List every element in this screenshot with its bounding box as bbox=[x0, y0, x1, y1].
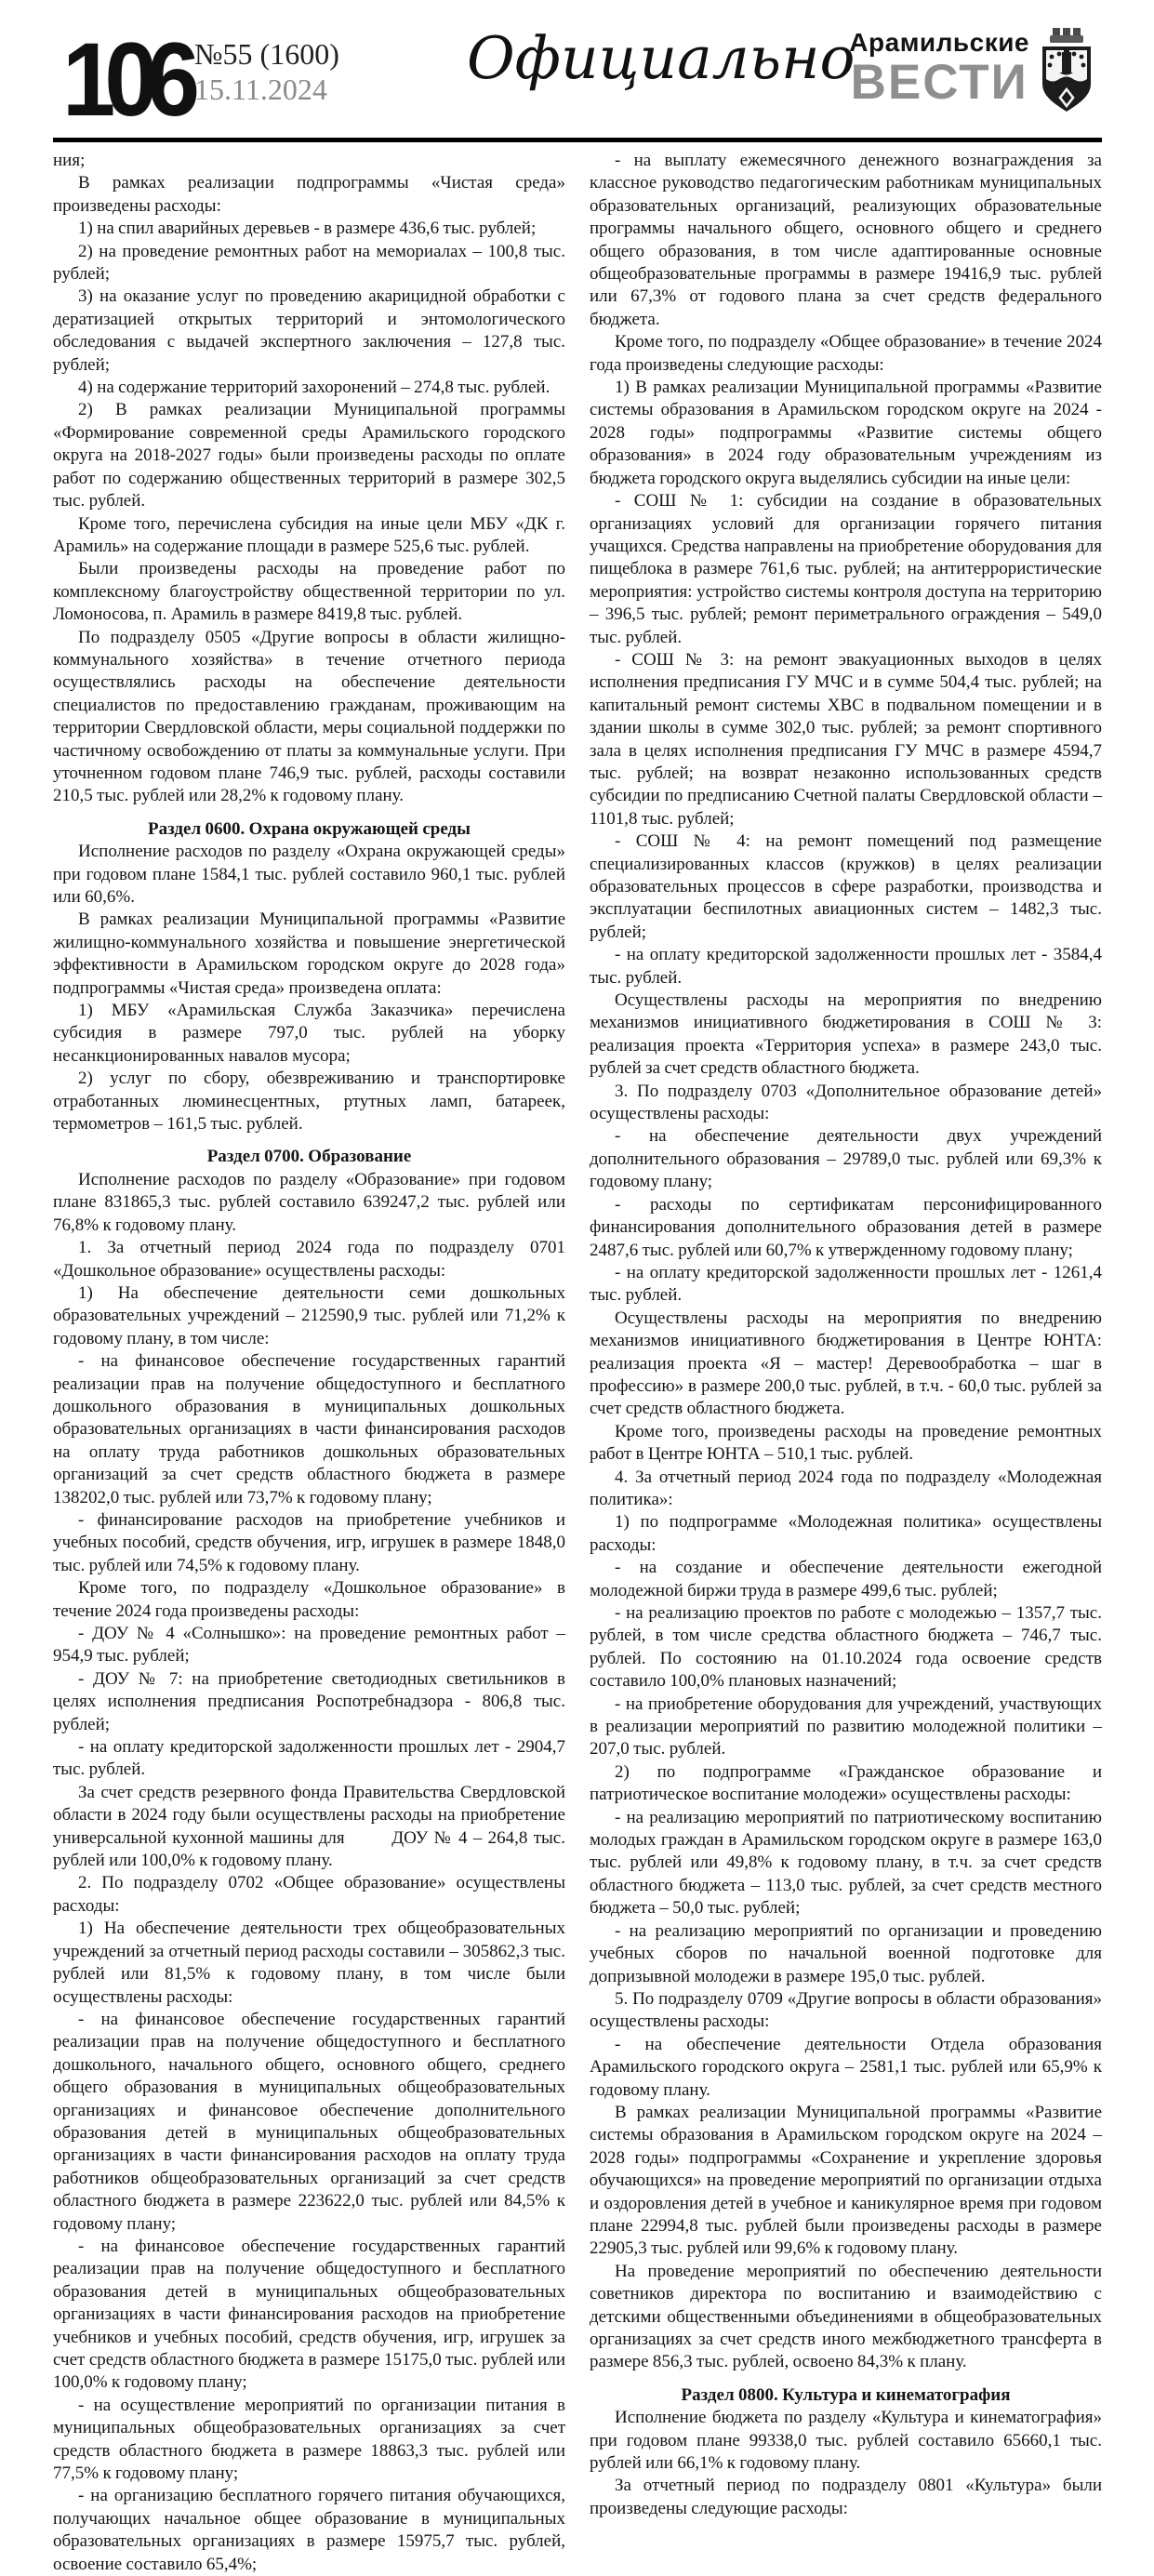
body-paragraph: 1) В рамках реализации Муниципальной программы «Развитие системы образования в Арамильском городском округе на 2024 - 2028 годы» подпрограммы «Развитие системы общего образования» в 2024 году образовательным учреждениям из бюджета городского округа выделялись субсидии на иные цели: bbox=[590, 378, 1102, 488]
body-paragraph: - финансирование расходов на приобретение учебников и учебных пособий, средств обучения, игр, игрушек в размере 1848,0 тыс. рублей или 74,5% к годовому плану. bbox=[53, 1509, 565, 1575]
body-paragraph: - на оплату кредиторской задолженности прошлых лет - 3584,4 тыс. рублей. bbox=[590, 945, 1102, 988]
body-paragraph: 1) На обеспечение деятельности трех общеобразовательных учреждений за отчетный период расходы составили – 305862,3 тыс. рублей или 81,5% к годовому плану, в том числе были осуществлены расходы: bbox=[53, 1919, 565, 2007]
city-emblem-icon bbox=[1039, 26, 1094, 120]
left-column bbox=[53, 150, 565, 2576]
body-paragraph: Кроме того, перечислена субсидия на иные цели МБУ «ДК г. Арамиль» на содержание площади в размере 525,6 тыс. рублей. bbox=[53, 513, 565, 556]
body-paragraph: За счет средств резервного фонда Правительства Свердловской области в 2024 году были осуществлены расходы на приобретение универсальной кухонной машины для ДОУ № 4 – 264,8 тыс. рублей или 100,0% к годовому плану. bbox=[53, 1782, 565, 1871]
newspaper-name-top: Арамильские bbox=[849, 28, 1029, 57]
body-paragraph: 3. По подразделу 0703 «Дополнительное образование детей» осуществлены расходы: bbox=[590, 1081, 1102, 1124]
body-paragraph: Кроме того, произведены расходы на проведение ремонтных работ в Центре ЮНТА – 510,1 тыс. рублей. bbox=[590, 1421, 1102, 1465]
body-paragraph: - на обеспечение деятельности Отдела образования Арамильского городского округа – 2581,1 тыс. рублей или 65,9% к годовому плану. bbox=[590, 2034, 1102, 2100]
body-paragraph: В рамках реализации подпрограммы «Чистая среда» произведены расходы: bbox=[53, 173, 565, 216]
body-paragraph: 3) на оказание услуг по проведению акарицидной обработки с дератизацией открытых территорий и энтомологического обследования с выдачей экспертного заключения – 127,8 тыс. рублей; bbox=[53, 286, 565, 375]
body-paragraph: - на приобретение оборудования для учреждений, участвующих в реализации мероприятий по развитию молодежной политики – 207,0 тыс. рублей. bbox=[590, 1693, 1102, 1759]
body-paragraph: В рамках реализации Муниципальной программы «Развитие системы образования в Арамильском городском округе на 2024 – 2028 годы» подпрограммы «Сохранение и укрепление здоровья обучающихся» на проведение мероприятий по организации отдыха и оздоровления детей в учебное и каникулярное время при годовом плане 22994,8 тыс. рублей были произведены расходы в размере 22905,3 тыс. рублей или 99,6% к годовому плану. bbox=[590, 2102, 1102, 2259]
body-paragraph: В рамках реализации Муниципальной программы «Развитие жилищно-коммунального хозяйства и повышение энергетической эффективности в Арамильском городском округе до 2028 года» подпрограммы «Чистая среда» произведена оплата: bbox=[53, 910, 565, 998]
body-paragraph: 1) на спил аварийных деревьев - в размере 436,6 тыс. рублей; bbox=[78, 219, 537, 239]
body-paragraph: 2) по подпрограмме «Гражданское образование и патриотическое воспитание молодежи» осуществлены расходы: bbox=[590, 1761, 1102, 1805]
body-paragraph: - на оплату кредиторской задолженности прошлых лет - 1261,4 тыс. рублей. bbox=[590, 1262, 1102, 1306]
body-paragraph: - на организацию бесплатного горячего питания обучающихся, получающих начальное общее образование в муниципальных образовательных организациях в размере 15975,7 тыс. рублей, освоение составило 65,4%; bbox=[53, 2486, 565, 2574]
body-paragraph: 1) по подпрограмме «Молодежная политика» осуществлены расходы: bbox=[590, 1512, 1102, 1555]
body-paragraph: ния; bbox=[53, 151, 86, 170]
body-paragraph: Исполнение расходов по разделу «Охрана окружающей среды» при годовом плане 1584,1 тыс. рублей составило 960,1 тыс. рублей или 60,6%. bbox=[53, 842, 565, 907]
page-header bbox=[53, 0, 1102, 138]
body-paragraph: - ДОУ № 4 «Солнышко»: на проведение ремонтных работ – 954,9 тыс. рублей; bbox=[53, 1624, 565, 1666]
body-paragraph: - на реализацию мероприятий по организации и проведению учебных сборов по начальной военной подготовке для допризывной молодежи в размере 195,0 тыс. рублей. bbox=[590, 1920, 1102, 1986]
body-paragraph: - на реализацию мероприятий по патриотическому воспитанию молодых граждан в Арамильском городском округе в размере 163,0 тыс. рублей или 49,8% к годовому плану, в т.ч. за счет средств областного бюджета – 113,0 тыс. рублей, за счет средств местного бюджета – 50,0 тыс. рублей; bbox=[590, 1807, 1102, 1919]
newspaper-name-bottom: ВЕСТИ bbox=[850, 55, 1028, 110]
body-paragraph: - на финансовое обеспечение государственных гарантий реализации прав на получение общедоступного и бесплатного дошкольного образования в муниципальных дошкольных образовательных организациях в части финансирования расходов на оплату труда работников дошкольных образовательных организаций за счет средств областного бюджета в размере 138202,0 тыс. рублей или 73,7% к годовому плану; bbox=[53, 1351, 565, 1507]
body-paragraph: - на оплату кредиторской задолженности прошлых лет - 2904,7 тыс. рублей. bbox=[53, 1737, 565, 1780]
body-paragraph: - СОШ № 1: субсидии на создание в образовательных организациях условий для организации горячего питания учащихся. Средства направлены на приобретение оборудования для пищеблока в размере 761,6 тыс. рублей; на антитеррористические мероприятия: устройство системы контроля доступа на территорию – 396,5 тыс. рублей; ремонт периметрального ограждения – 549,0 тыс. рублей. bbox=[590, 491, 1102, 647]
issue-block bbox=[194, 37, 339, 108]
body-paragraph: Кроме того, по подразделу «Дошкольное образование» в течение 2024 года произведены расходы: bbox=[53, 1578, 565, 1621]
page-number: 106 bbox=[62, 21, 190, 138]
body-paragraph: Осуществлены расходы на мероприятия по внедрению механизмов инициативного бюджетирования в Центре ЮНТА: реализация проекта «Я – мастер! Деревообработка – шаг в профессию» в размере 200,0 тыс. рублей, в т.ч. - 60,0 тыс. рублей за счет средств областного бюджета. bbox=[590, 1308, 1102, 1419]
body-paragraph: - на выплату ежемесячного денежного вознаграждения за классное руководство педагогическим работникам муниципальных образовательных организаций, реализующих образовательные программы начального общего, основного общего и среднего общего образования, в том числе адаптированные основные общеобразовательные программы в размере 19416,9 тыс. рублей или 67,3% от годового плана за счет средств федерального бюджета. bbox=[590, 151, 1102, 329]
body-paragraph: По подразделу 0505 «Другие вопросы в области жилищно-коммунального хозяйства» в течение отчетного периода осуществлялись расходы на обеспечение деятельности специалистов по предоставлению гражданам, проживающим на территории Свердловской области, меры социальной поддержки по частичному освобождению от платы за коммунальные услуги. При уточненном годовом плане 746,9 тыс. рублей, расходы составили 210,5 тыс. рублей или 28,2% к годовому плану. bbox=[53, 627, 565, 806]
body-paragraph: На проведение мероприятий по обеспечению деятельности советников директора по воспитанию и взаимодействию с детскими общественными объединениями в общеобразовательных организациях за счет средств иного межбюджетного трансферта в размере 856,3 тыс. рублей, освоено 84,3% к плану. bbox=[590, 2261, 1102, 2372]
header-rule bbox=[53, 138, 1102, 142]
body-paragraph: - на создание и обеспечение деятельности ежегодной молодежной биржи труда в размере 499,6 тыс. рублей; bbox=[590, 1558, 1102, 1600]
body-paragraph: 2) В рамках реализации Муниципальной программы «Формирование современной среды Арамильского городского округа на 2018-2027 годы» были произведены расходы по оплате работ по содержанию общественных территорий в размере 302,5 тыс. рублей. bbox=[53, 400, 565, 511]
body-paragraph: Были произведены расходы на проведение работ по комплексному благоустройству общественной территории по ул. Ломоносова, п. Арамиль в размере 8419,8 тыс. рублей. bbox=[53, 559, 565, 625]
body-paragraph: 2) на проведение ремонтных работ на мемориалах – 100,8 тыс. рублей; bbox=[53, 241, 565, 285]
body-paragraph: 1) На обеспечение деятельности семи дошкольных образовательных учреждений – 212590,9 тыс. рублей или 71,2% к годовому плану, в том числе: bbox=[53, 1282, 565, 1348]
body-paragraph: 2) услуг по сбору, обезвреживанию и транспортировке отработанных люминесцентных, ртутных ламп, батареек, термометров – 161,5 тыс. рублей. bbox=[53, 1069, 565, 1135]
body-paragraph: - СОШ № 4: на ремонт помещений под размещение специализированных классов (кружков) в целях реализации образовательных процессов в сфере разработки, производства и эксплуатации беспилотных авиационных систем – 1482,3 тыс. рублей; bbox=[590, 831, 1102, 942]
section-heading: Раздел 0700. Образование bbox=[206, 1147, 412, 1167]
newspaper-logo bbox=[849, 28, 1029, 110]
body-paragraph: - на финансовое обеспечение государственных гарантий реализации прав на получение общедоступного и бесплатного дошкольного, начального общего, основного общего, среднего общего образования в муниципальных общеобразовательных организациях и финансовое обеспечение дополнительного образования детей в муниципальных общеобразовательных организациях в части финансирования расходов на оплату труда работников общеобразовательных организаций за счет средств областного бюджета в размере 223622,0 тыс. рублей или 84,5% к годовому плану; bbox=[53, 2009, 565, 2234]
section-banner: Официально bbox=[467, 24, 856, 92]
article-body bbox=[53, 150, 1102, 2576]
body-paragraph: 1. За отчетный период 2024 года по подразделу 0701 «Дошкольное образование» осуществлены расходы: bbox=[53, 1238, 565, 1281]
body-paragraph: Исполнение бюджета по разделу «Культура и кинематография» при годовом плане 99338,0 тыс. рублей составило 65660,1 тыс. рублей или 66,1% к годовому плану. bbox=[590, 2408, 1102, 2474]
body-paragraph: За отчетный период по подразделу 0801 «Культура» были произведены следующие расходы: bbox=[590, 2476, 1102, 2518]
body-paragraph: Осуществлены расходы на мероприятия по внедрению механизмов инициативного бюджетирования в СОШ № 3: реализация проекта «Территория успеха» в размере 243,0 тыс. рублей за счет средств областного бюджета. bbox=[590, 990, 1102, 1079]
body-paragraph: - на обеспечение деятельности двух учреждений дополнительного образования – 29789,0 тыс. рублей или 69,3% к годовому плану; bbox=[590, 1126, 1102, 1192]
body-paragraph: - на реализацию проектов по работе с молодежью – 1357,7 тыс. рублей, в том числе средства областного бюджета – 746,7 тыс. рублей. По состоянию на 01.10.2024 года освоение средств составило 100,0% плановых назначений; bbox=[590, 1603, 1102, 1692]
right-column bbox=[590, 150, 1102, 2576]
body-paragraph: 2. По подразделу 0702 «Общее образование» осуществлены расходы: bbox=[53, 1873, 565, 1916]
issue-date: 15.11.2024 bbox=[194, 72, 327, 106]
section-heading: Раздел 0600. Охрана окружающей среды bbox=[148, 818, 471, 839]
body-paragraph: - на осуществление мероприятий по организации питания в муниципальных общеобразовательных организациях за счет средств областного бюджета в размере 18863,3 тыс. рублей или 77,5% к годовому плану; bbox=[53, 2395, 565, 2484]
issue-number: №55 (1600) bbox=[194, 37, 339, 71]
body-paragraph: - СОШ № 3: на ремонт эвакуационных выходов в целях исполнения предписания ГУ МЧС и в сумме 504,4 тыс. рублей; на капитальный ремонт системы ХВС в подвальном помещении и в здании школы в сумме 302,0 тыс. рублей; за ремонт спортивного зала в целях исполнения предписания ГУ МЧС в размере 4594,7 тыс. рублей; на возврат незаконно использованных средств субсидии по предписанию Счетной палаты Свердловской области – 1101,8 тыс. рублей; bbox=[590, 649, 1102, 829]
body-paragraph: 4) на содержание территорий захоронений – 274,8 тыс. рублей. bbox=[78, 378, 550, 398]
body-paragraph: - ДОУ № 7: на приобретение светодиодных светильников в целях исполнения предписания Роспотребнадзора - 806,8 тыс. рублей; bbox=[53, 1668, 565, 1734]
body-paragraph: - на финансовое обеспечение государственных гарантий реализации прав на получение общедоступного и бесплатного образования детей в муниципальных общеобразовательных организациях в части финансирования расходов на приобретение учебников и учебных пособий, средств обучения, игр, игрушек за счет средств областного бюджета в размере 15175,0 тыс. рублей или 100,0% к годовому плану; bbox=[53, 2236, 565, 2393]
body-paragraph: Кроме того, по подразделу «Общее образование» в течение 2024 года произведены следующие расходы: bbox=[590, 332, 1102, 375]
body-paragraph: 5. По подразделу 0709 «Другие вопросы в области образования» осуществлены расходы: bbox=[590, 1988, 1102, 2032]
body-paragraph: Исполнение расходов по разделу «Образование» при годовом плане 831865,3 тыс. рублей составило 639247,2 тыс. рублей или 76,8% к годовому плану. bbox=[53, 1169, 565, 1235]
body-paragraph: - расходы по сертификатам персонифицированного финансирования дополнительного образования детей в размере 2487,6 тыс. рублей или 60,7% к утвержденному годовому плану; bbox=[590, 1194, 1102, 1260]
body-paragraph: 1) МБУ «Арамильская Служба Заказчика» перечислена субсидия в размере 797,0 тыс. рублей на уборку несанкционированных навалов мусора; bbox=[53, 1001, 565, 1066]
section-heading: Раздел 0800. Культура и кинематография bbox=[681, 2384, 1011, 2405]
body-paragraph: 4. За отчетный период 2024 года по подразделу «Молодежная политика»: bbox=[590, 1467, 1102, 1509]
